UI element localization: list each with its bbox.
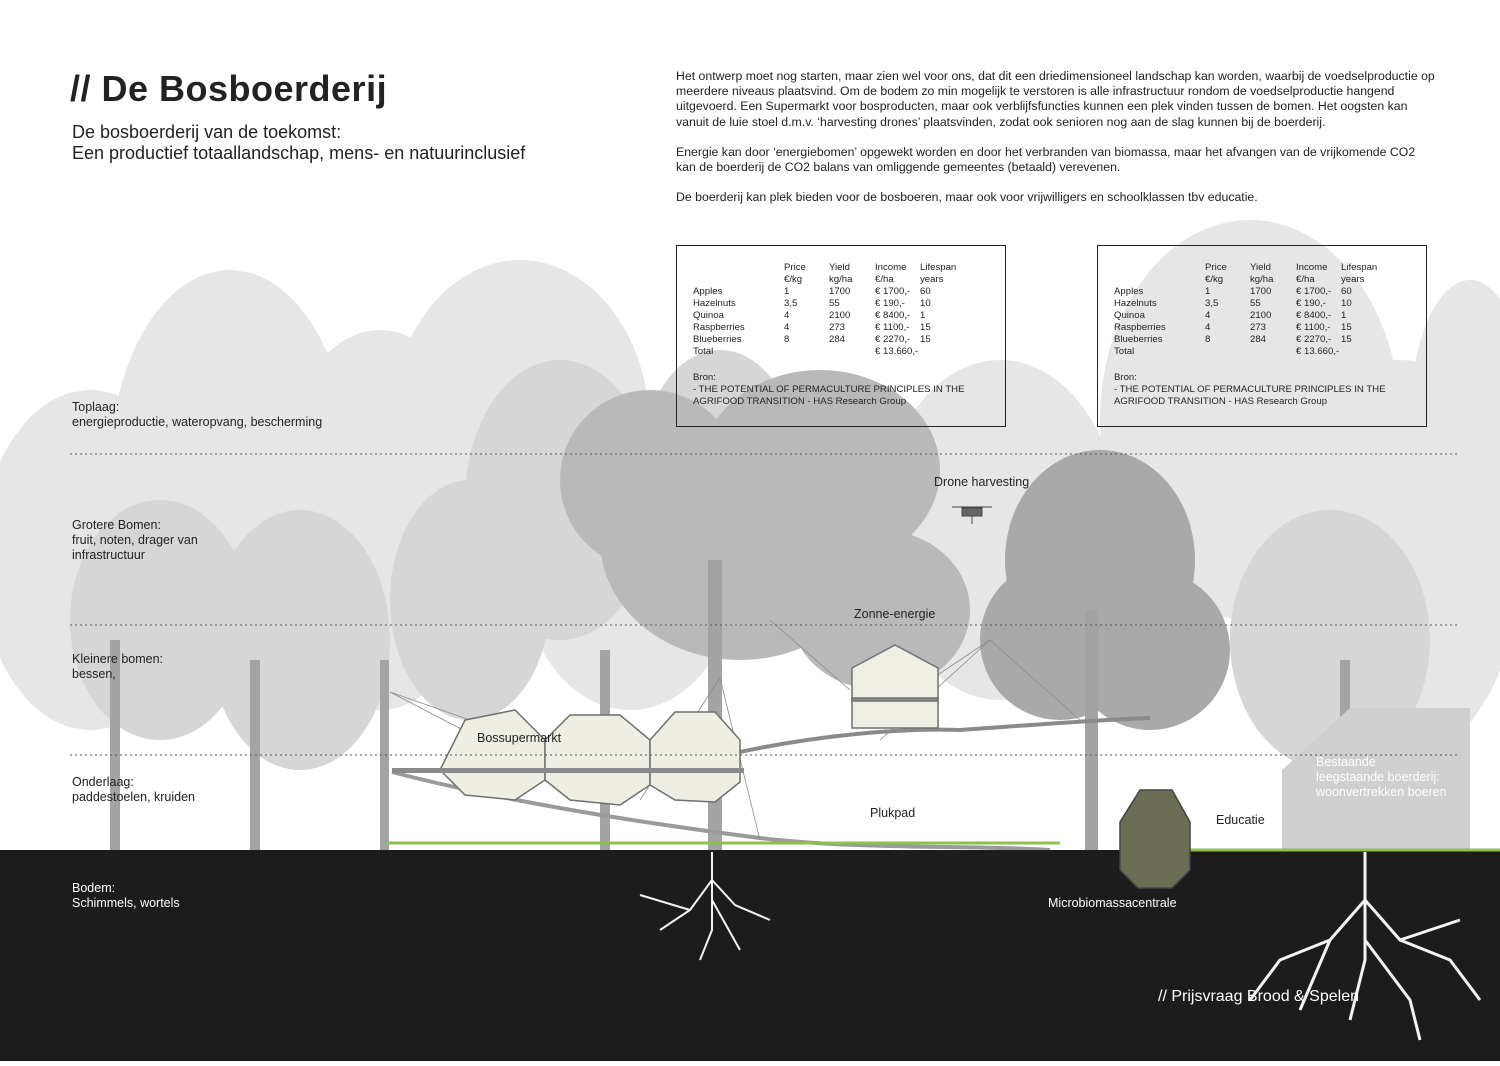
table-row: Total € 13.660,- — [1114, 346, 1340, 357]
brand-footer: // Prijsvraag Brood & Spelen — [1158, 988, 1359, 1005]
table-row: Blueberries 8 284 € 2270,- 15 — [693, 334, 931, 345]
table-row: Blueberries 8 284 € 2270,- 15 — [1114, 334, 1352, 345]
intro-text — [676, 69, 1436, 220]
intro-paragraph-1: Het ontwerp moet nog starten, maar zien wel voor ons, dat dit een driedimensioneel landschap kan worden, waarbij de voedselproductie op meerdere niveaus plaatsvind. Om de bodem zo min mogelijk te verstoren is alle infrastructuur rondom de voedselproductie hangend uitgevoerd. Een Supermarkt voor bosproducten, maar ook verblijfsfuncties kunnen een plek vinden tussen de bomen. Het oogsten kan vanuit de luie stoel d.m.v. ‘harvesting drones’ plaatsvinden, zodat ook senioren nog aan de slag kunnen bij de boerderij. — [676, 69, 1435, 129]
subtitle-line-1: De bosboerderij van de toekomst: — [72, 122, 342, 142]
label-existing-farm: Bestaande leegstaande boerderij: woonvertrekken boeren — [1316, 755, 1447, 799]
table-source: Bron: - THE POTENTIAL OF PERMACULTURE PRINCIPLES IN THE AGRIFOOD TRANSITION - HAS Research Group — [693, 372, 965, 407]
layer-onderlaag: Onderlaag: paddestoelen, kruiden — [72, 775, 196, 804]
table-header-row: €/kg kg/ha €/ha years — [1205, 274, 1365, 285]
label-microbiomassacentrale: Microbiomassacentrale — [1048, 896, 1177, 910]
table-row: Quinoa 4 2100 € 8400,- 1 — [693, 310, 926, 321]
table-header-row: Price Yield Income Lifespan — [784, 262, 957, 273]
table-row: Hazelnuts 3,5 55 € 190,- 10 — [1114, 298, 1352, 309]
label-plukpad: Plukpad — [870, 806, 916, 820]
ground — [0, 850, 1500, 1061]
layer-grotere-bomen: Grotere Bomen: fruit, noten, drager van infrastructuur — [72, 518, 198, 562]
layer-toplaag: Toplaag: energieproductie, wateropvang, bescherming — [72, 400, 323, 429]
yield-table-box — [676, 245, 1006, 427]
table-source: Bron: - THE POTENTIAL OF PERMACULTURE PRINCIPLES IN THE AGRIFOOD TRANSITION - HAS Research Group — [1114, 372, 1386, 407]
layer-kleinere-bomen: Kleinere bomen: bessen, — [72, 652, 164, 681]
subtitle-line-2: Een productief totaallandschap, mens- en natuurinclusief — [72, 143, 526, 163]
table-header-row: Price Yield Income Lifespan — [1205, 262, 1378, 273]
yield-table — [693, 262, 956, 358]
table-row: Total € 13.660,- — [693, 346, 919, 357]
label-drone-harvesting: Drone harvesting — [934, 475, 1030, 489]
yield-table — [1114, 262, 1377, 358]
table-row: Apples 1 1700 € 1700,- 60 — [1114, 286, 1352, 297]
table-row: Quinoa 4 2100 € 8400,- 1 — [1114, 310, 1347, 321]
table-row: Raspberries 4 273 € 1100,- 15 — [1114, 322, 1352, 333]
intro-paragraph-3: De boerderij kan plek bieden voor de bosboeren, maar ook voor vrijwilligers en schoolklassen tbv educatie. — [676, 190, 1258, 205]
table-row: Raspberries 4 273 € 1100,- 15 — [693, 322, 931, 333]
page-title: // De Bosboerderij — [70, 68, 388, 109]
table-row: Apples 1 1700 € 1700,- 60 — [693, 286, 931, 297]
microbiomassacentrale-pod — [1120, 790, 1190, 888]
yield-table-box-2 — [1097, 245, 1427, 427]
label-educatie: Educatie — [1216, 813, 1265, 827]
table-row: Hazelnuts 3,5 55 € 190,- 10 — [693, 298, 931, 309]
bossupermarkt-building — [440, 710, 740, 805]
layer-bodem: Bodem: Schimmels, wortels — [72, 881, 180, 910]
label-bossupermarkt: Bossupermarkt — [477, 731, 562, 745]
intro-paragraph-2: Energie kan door ‘energiebomen’ opgewekt worden en door het verbranden van biomassa, maar het afvangen van de vrijkomende CO2 kan de boerderij de CO2 balans van omliggende gemeentes (betaald) verevenen. — [676, 144, 1416, 175]
table-header-row: €/kg kg/ha €/ha years — [784, 274, 944, 285]
label-zonne-energie: Zonne-energie — [854, 607, 936, 621]
page-subtitle — [72, 122, 525, 164]
bossupermarkt-deck — [392, 768, 744, 773]
